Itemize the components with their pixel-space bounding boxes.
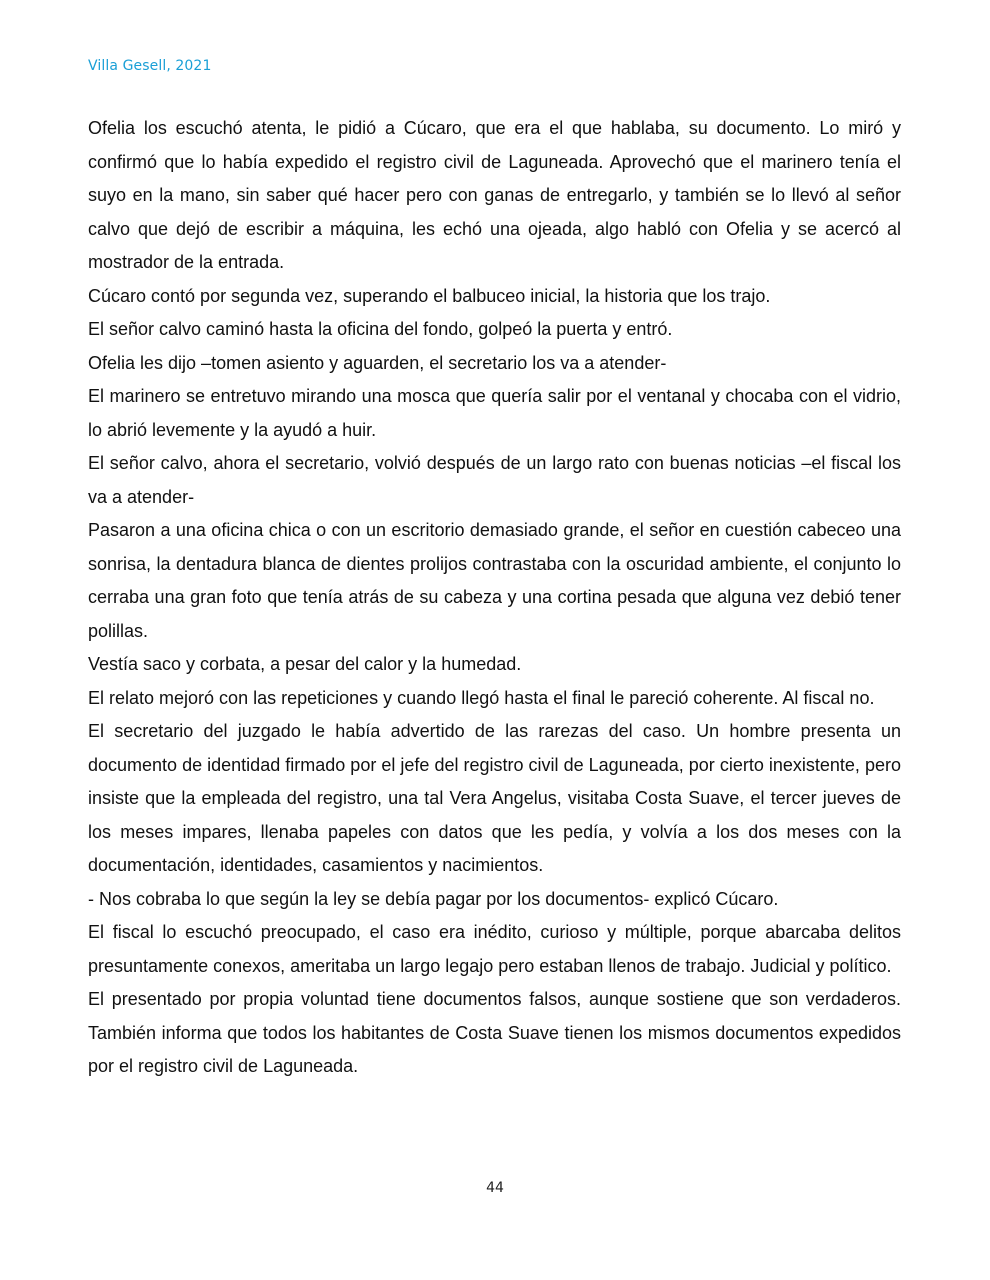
paragraph: El secretario del juzgado le había advertido de las rarezas del caso. Un hombre presenta un documento de identidad firmado por el jefe del registro civil de Laguneada, por cierto inexistente, pero insiste que la empleada del registro, una tal Vera Angelus, visitaba Costa Suave, el tercer jueves de los meses impares, llenaba papeles con datos que les pedía, y volvía a los dos meses con la documentación, identidades, casamientos y nacimientos. — [88, 721, 901, 875]
paragraph: Vestía saco y corbata, a pesar del calor y la humedad. — [88, 654, 522, 674]
paragraph: El presentado por propia voluntad tiene documentos falsos, aunque sostiene que son verdaderos. También informa que todos los habitantes de Costa Suave tienen los mismos documentos expedidos por el registro civil de Laguneada. — [88, 989, 901, 1076]
paragraph: - Nos cobraba lo que según la ley se debía pagar por los documentos- explicó Cúcaro. — [88, 888, 779, 909]
paragraph: Cúcaro contó por segunda vez, superando el balbuceo inicial, la historia que los trajo. — [88, 285, 771, 306]
paragraph: El señor calvo caminó hasta la oficina del fondo, golpeó la puerta y entró. — [88, 319, 673, 339]
paragraph: El señor calvo, ahora el secretario, volvió después de un largo rato con buenas noticias –el fiscal los va a atender- — [88, 453, 901, 507]
paragraph: Pasaron a una oficina chica o con un escritorio demasiado grande, el señor en cuestión cabeceo una sonrisa, la dentadura blanca de dientes prolijos contrastaba con la oscuridad ambiente, el conjunto lo cerraba una gran foto que tenía atrás de su cabeza y una cortina pesada que alguna vez debió tener polillas. — [88, 520, 901, 641]
paragraph: Ofelia les dijo –tomen asiento y aguarden, el secretario los va a atender- — [88, 352, 667, 373]
paragraph: El marinero se entretuvo mirando una mosca que quería salir por el ventanal y chocaba con el vidrio, lo abrió levemente y la ayudó a huir. — [88, 386, 901, 440]
body-text — [88, 112, 901, 1084]
page-header: Villa Gesell, 2021 — [88, 58, 212, 74]
page-number: 44 — [486, 1180, 504, 1196]
paragraph: El relato mejoró con las repeticiones y cuando llegó hasta el final le pareció coherente. Al fiscal no. — [88, 687, 875, 708]
paragraph: El fiscal lo escuchó preocupado, el caso era inédito, curioso y múltiple, porque abarcaba delitos presuntamente conexos, ameritaba un largo legajo pero estaban llenos de trabajo. Judicial y político. — [88, 922, 901, 976]
paragraph: Ofelia los escuchó atenta, le pidió a Cúcaro, que era el que hablaba, su documento. Lo miró y confirmó que lo había expedido el registro civil de Laguneada. Aprovechó que el marinero tenía el suyo en la mano, sin saber qué hacer pero con ganas de entregarlo, y también se lo llevó al señor calvo que dejó de escribir a máquina, les echó una ojeada, algo habló con Ofelia y se acercó al mostrador de la entrada. — [88, 118, 901, 272]
